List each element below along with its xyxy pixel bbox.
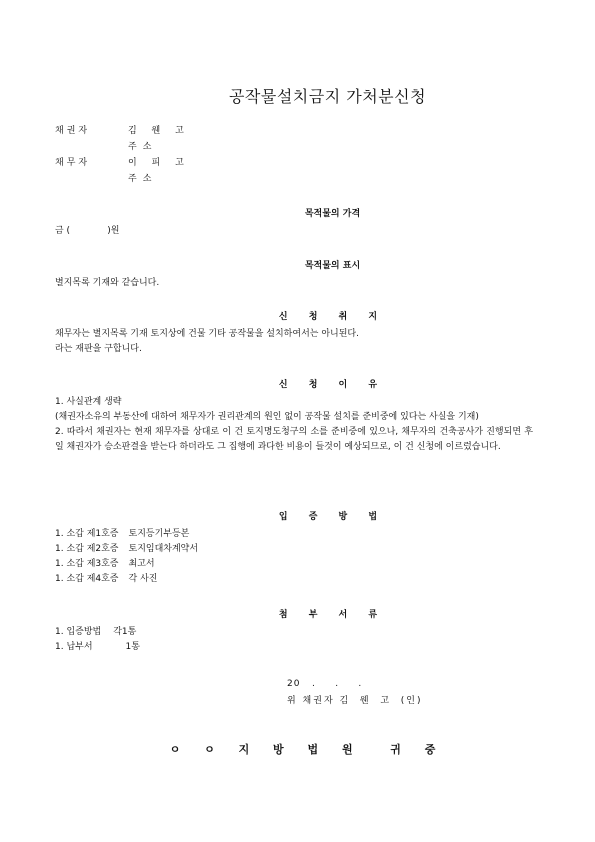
- debtor-label: 채무자: [55, 158, 91, 168]
- evidence-list: [55, 527, 533, 587]
- purpose-line-2: 라는 재판을 구합니다.: [55, 344, 142, 354]
- creditor-address-row: [55, 140, 535, 156]
- creditor-address: 주소: [128, 142, 158, 152]
- evidence-item: [55, 542, 533, 557]
- amount-line: 금 ( )원: [55, 226, 120, 236]
- reason-item-1-detail: (채권자소유의 부동산에 대하여 채무자가 권리관계의 원인 없이 공작물 설치를 준비중에 있다는 사실을 기재): [55, 412, 479, 422]
- value-amount: [55, 224, 533, 239]
- evidence-no: 1. 소갑 제4호증: [55, 574, 119, 584]
- reason-heading: 신 청 이 유: [278, 380, 387, 390]
- reason-item-1: 1. 사실관계 생략: [55, 397, 122, 407]
- creditor-name: 김 웬 고: [128, 126, 190, 136]
- evidence-desc: 최고서: [128, 559, 155, 569]
- evidence-no: 1. 소갑 제2호증: [55, 544, 119, 554]
- reason-item-2: 2. 따라서 채권자는 현재 채무자를 상대로 이 건 토지명도청구의 소를 준비중에 있으나, 채무자의 건축공사가 진행되면 후일 채권자가 승소판결을 받는다 하더라도 그 집행에 과다한 비용이 들것이 예상되므로, 이 건 신청에 이르렀습니다.: [55, 427, 533, 452]
- evidence-no: 1. 소갑 제3호증: [55, 559, 119, 569]
- signer-line: 위 채권자 김 웬 고 (인): [287, 696, 423, 706]
- attachment-name: 1. 납부서: [55, 642, 93, 652]
- value-heading: 목적물의 가격: [304, 209, 361, 219]
- attachment-count: 1통: [125, 642, 140, 652]
- evidence-desc: 토지등기부등본: [128, 529, 190, 539]
- evidence-item: [55, 572, 533, 587]
- creditor-label: 채권자: [55, 126, 91, 136]
- evidence-item: [55, 527, 533, 542]
- evidence-desc: 토지임대차계약서: [128, 544, 199, 554]
- purpose-line-1: 채무자는 별지목록 기재 토지상에 건물 기타 공작물을 설치하여서는 아니된다.: [55, 329, 359, 339]
- document-title: 공작물설치금지 가처분신청: [228, 87, 427, 106]
- display-text-block: [55, 276, 533, 291]
- attachment-count: 각1통: [113, 627, 137, 637]
- evidence-item: [55, 557, 533, 572]
- attachment-item: [55, 625, 533, 640]
- attachment-item: [55, 640, 533, 655]
- evidence-heading: 입 증 방 법: [278, 512, 387, 522]
- parties-block: [55, 124, 535, 188]
- attachment-name: 1. 입증방법: [55, 627, 102, 637]
- reason-block: [55, 395, 533, 455]
- purpose-heading: 신 청 취 지: [278, 312, 387, 322]
- date-line: 20 . . .: [287, 679, 363, 689]
- purpose-block: [55, 327, 533, 357]
- attachment-heading: 첨 부 서 류: [278, 610, 387, 620]
- court-addressee: ㅇ ㅇ 지 방 법 원 귀 중: [169, 743, 446, 756]
- display-text: 별지목록 기재와 같습니다.: [55, 278, 160, 288]
- debtor-name: 이 피 고: [128, 158, 190, 168]
- evidence-desc: 각 사진: [128, 574, 158, 584]
- attachment-list: [55, 625, 533, 655]
- creditor-row: [55, 124, 535, 140]
- debtor-address: 주소: [128, 174, 158, 184]
- debtor-row: [55, 156, 535, 172]
- evidence-no: 1. 소갑 제1호증: [55, 529, 119, 539]
- display-heading: 목적물의 표시: [304, 261, 361, 271]
- debtor-address-row: [55, 172, 535, 188]
